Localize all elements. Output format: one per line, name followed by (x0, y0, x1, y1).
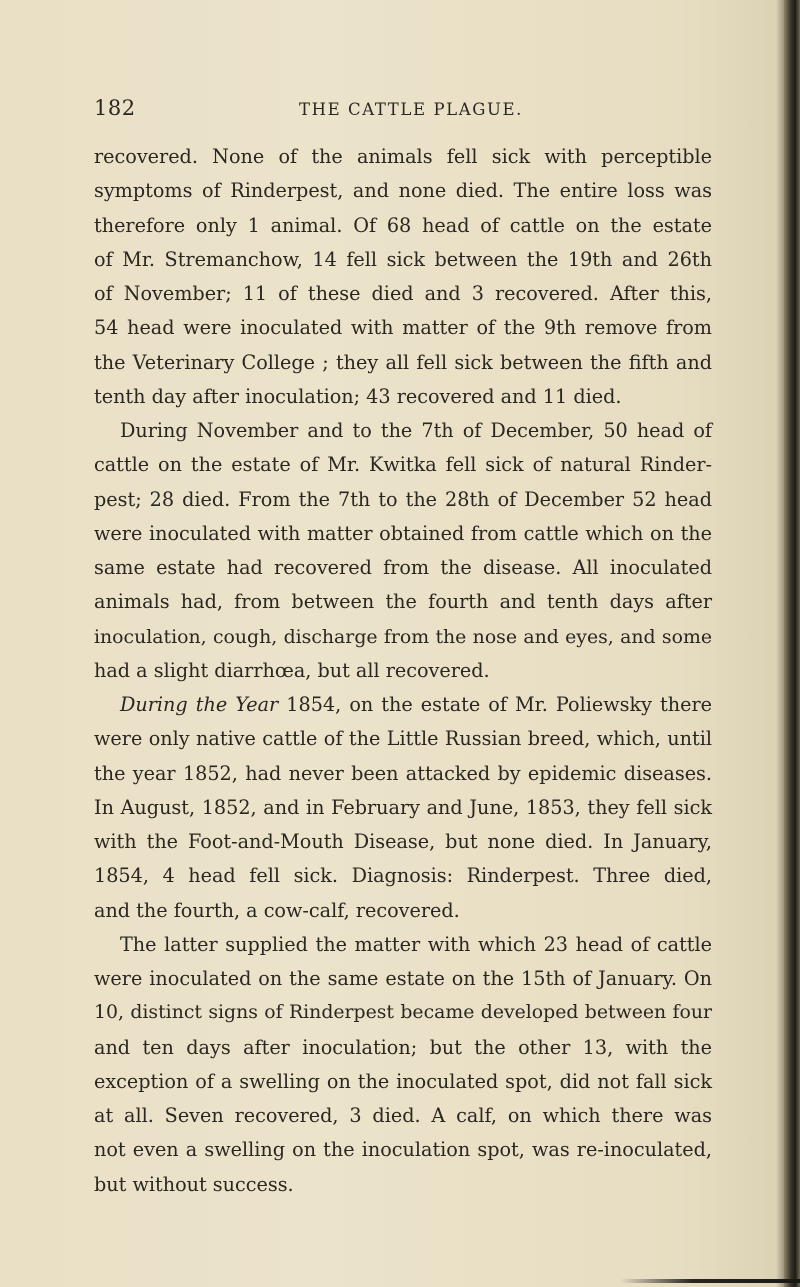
text-line: During November and to the 7th of December, 50 head of (120, 419, 712, 442)
text-line: and the fourth, a cow-calf, recovered. (94, 898, 460, 922)
page-number: 182 (94, 96, 136, 120)
book-binding-edge (784, 0, 800, 1287)
text-line: pest; 28 died. From the 7th to the 28th of December 52 head (94, 487, 712, 511)
page-header (94, 96, 714, 126)
text-line: 1854, 4 head fell sick. Diagnosis: Rinderpest. Three died, (94, 864, 712, 888)
text-line: therefore only 1 animal. Of 68 head of cattle on the estate (94, 213, 712, 237)
text-line: The latter supplied the matter with which 23 head of cattle (120, 932, 712, 956)
text-line (94, 688, 712, 722)
text-line: had a slight diarrhœa, but all recovered. (94, 658, 490, 682)
text-line: were only native cattle of the Little Russian breed, which, until (94, 727, 712, 751)
page-gutter-shadow (776, 0, 784, 1287)
text-line: with the Foot-and-Mouth Disease, but none died. In January, (94, 830, 712, 853)
running-title: THE CATTLE PLAGUE. (298, 100, 524, 119)
text-line: inoculation, cough, discharge from the nose and eyes, and some (94, 625, 712, 648)
text-line: exception of a swelling on the inoculated spot, did not fall sick (94, 1069, 712, 1093)
text-line: animals had, from between the fourth and tenth days after (94, 590, 712, 614)
text-line: not even a swelling on the inoculation spot, was re-inoculated, (94, 1138, 712, 1162)
text-line: 10, distinct signs of Rinderpest became developed between four (94, 1002, 712, 1024)
text-line: of Mr. Stremanchow, 14 fell sick between the 19th and 26th (94, 247, 712, 271)
text-line: 54 head were inoculated with matter of the 9th remove from (94, 316, 712, 340)
text-line: In August, 1852, and in February and June, 1853, they fell sick (94, 795, 712, 819)
text-line: and ten days after inoculation; but the other 13, with the (94, 1035, 712, 1059)
page-bottom-edge (620, 1279, 800, 1283)
text-line: but without success. (94, 1172, 294, 1196)
text-line: of November; 11 of these died and 3 recovered. After this, (94, 282, 712, 305)
text-line: tenth day after inoculation; 43 recovered and 11 died. (94, 384, 622, 408)
text-run: 1854, on the estate of Mr. Poliewsky there (278, 693, 712, 716)
text-line: at all. Seven recovered, 3 died. A calf, on which there was (94, 1104, 712, 1127)
text-line: were inoculated on the same estate on the 15th of January. On (94, 967, 712, 990)
text-line: the Veterinary College ; they all fell sick between the fifth and (94, 350, 712, 374)
text-line: symptoms of Rinderpest, and none died. The entire loss was (94, 179, 712, 203)
text-line: same estate had recovered from the disease. All inoculated (94, 556, 712, 579)
text-line: cattle on the estate of Mr. Kwitka fell sick of natural Rinder- (94, 453, 712, 477)
body-text (94, 140, 712, 1202)
italic-heading: During the Year (120, 693, 279, 716)
text-line: recovered. None of the animals fell sick with perceptible (94, 145, 712, 168)
text-line: the year 1852, had never been attacked by epidemic diseases. (94, 761, 712, 785)
text-line: were inoculated with matter obtained from cattle which on the (94, 521, 712, 545)
